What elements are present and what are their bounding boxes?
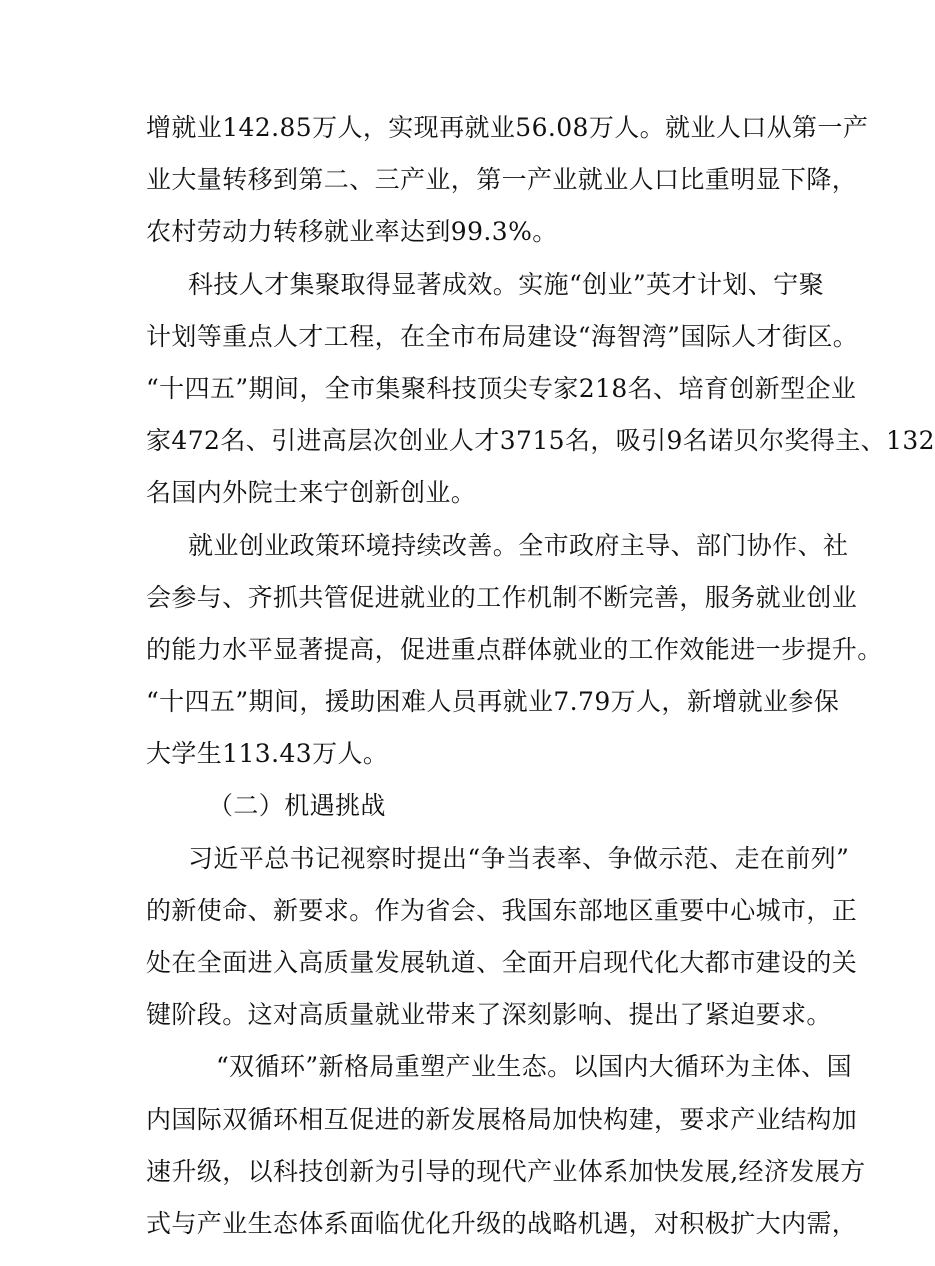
text-line: 键阶段。这对高质量就业带来了深刻影响、提出了紧迫要求。 <box>146 1000 832 1030</box>
text-line: 农村劳动力转移就业率达到99.3%。 <box>146 217 558 247</box>
paragraph-start: “双循环”新格局重塑产业生态。以国内大循环为主体、国 <box>216 1052 852 1082</box>
section-heading: （二）机遇挑战 <box>208 791 386 821</box>
text-line: 会参与、齐抓共管促进就业的工作机制不断完善，服务就业创业 <box>146 582 858 612</box>
text-line: 内国际双循环相互促进的新发展格局加快构建，要求产业结构加 <box>146 1104 858 1134</box>
text-line: 大学生113.43万人。 <box>146 739 389 769</box>
text-line: 家472名、引进高层次创业人才3715名，吸引9名诺贝尔奖得主、132 <box>146 426 935 456</box>
text-line: 速升级，以科技创新为引导的现代产业体系加快发展,经济发展方 <box>146 1156 866 1186</box>
paragraph-start: 就业创业政策环境持续改善。全市政府主导、部门协作、社 <box>188 530 849 560</box>
text-line: 处在全面进入高质量发展轨道、全面开启现代化大都市建设的关 <box>146 948 858 977</box>
text-line: 业大量转移到第二、三产业，第一产业就业人口比重明显下降， <box>146 165 858 195</box>
text-line: 计划等重点人才工程，在全市布局建设“海智湾”国际人才街区。 <box>146 321 859 351</box>
text-line: “十四五”期间，援助困难人员再就业7.79万人，新增就业参保 <box>146 687 840 717</box>
paragraph-start: 习近平总书记视察时提出“争当表率、争做示范、走在前列” <box>188 843 850 873</box>
body-text <box>146 102 935 1250</box>
text-line: 的新使命、新要求。作为省会、我国东部地区重要中心城市，正 <box>146 895 858 925</box>
text-line: 名国内外院士来宁创新创业。 <box>146 478 477 508</box>
text-line: 式与产业生态体系面临优化升级的战略机遇，对积极扩大内需， <box>146 1208 858 1238</box>
paragraph-start: 科技人才集聚取得显著成效。实施“创业”英才计划、宁聚 <box>188 269 824 299</box>
text-line: 的能力水平显著提高，促进重点群体就业的工作效能进一步提升。 <box>146 634 883 664</box>
text-line: “十四五”期间，全市集聚科技顶尖专家218名、培育创新型企业 <box>146 373 857 403</box>
text-line: 增就业142.85万人，实现再就业56.08万人。就业人口从第一产 <box>146 113 869 142</box>
